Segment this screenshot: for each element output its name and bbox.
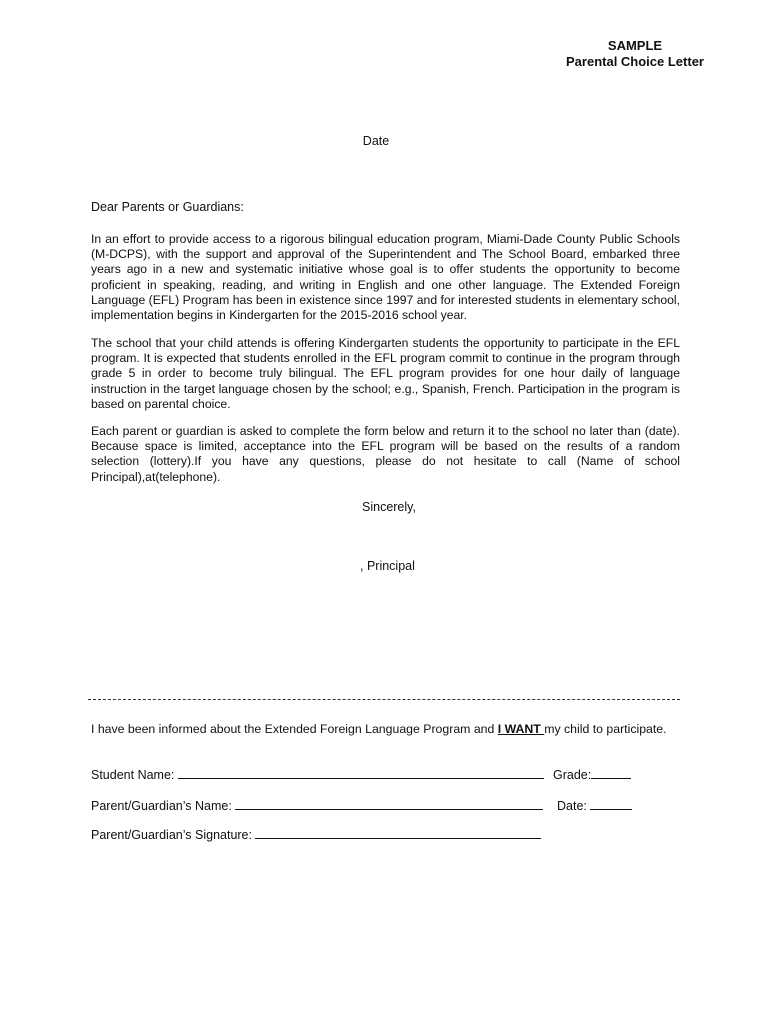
guardian-name-label: Parent/Guardian’s Name:: [91, 799, 232, 813]
student-name-row: [91, 766, 544, 782]
guardian-name-field[interactable]: [235, 797, 543, 810]
consent-statement: [91, 722, 676, 738]
consent-text-start: I have been informed about the Extended Foreign Language Program and: [91, 722, 498, 736]
consent-text-end: my child to participate.: [544, 722, 667, 736]
student-name-label: Student Name:: [91, 768, 175, 782]
grade-label: Grade:: [553, 768, 592, 782]
consent-emphasis: I WANT: [497, 722, 545, 736]
guardian-name-row: [91, 797, 543, 813]
paragraph-instructions: Each parent or guardian is asked to complete the form below and return it to the school no later than (date). Because space is limited, acceptance into the EFL program will be based on the results of a random selection (lottery).If you have any questions, please do not hesitate to call (Name of school Principal),at(telephone).: [91, 424, 680, 484]
principal-signature-line: , Principal: [360, 559, 415, 573]
sample-label: SAMPLE: [607, 38, 663, 53]
date-row: [557, 797, 632, 813]
student-name-field[interactable]: [178, 766, 544, 779]
form-date-label: Date:: [557, 799, 587, 813]
paragraph-program-intro: In an effort to provide access to a rigorous bilingual education program, Miami-Dade County Public Schools (M-DCPS), with the support and approval of the Superintendent and The School Board, embarked three years ago in a new and systematic initiative whose goal is to offer students the opportunity to become proficient in speaking, reading, and writing in English and one other language. The Extended Foreign Language (EFL) Program has been in existence since 1997 and for interested students in elementary school, implementation begins in Kindergarten for the 2015-2016 school year.: [91, 232, 680, 323]
cut-line-divider: [88, 699, 680, 700]
document-header: [566, 38, 704, 70]
paragraph-program-details: The school that your child attends is offering Kindergarten students the opportunity to participate in the EFL program. It is expected that students enrolled in the EFL program commit to continue in the program through grade 5 in order to become truly bilingual. The EFL program provides for one hour daily of language instruction in the target language chosen by the school; e.g., Spanish, French. Participation in the program is based on parental choice.: [91, 336, 680, 411]
guardian-signature-field[interactable]: [255, 826, 541, 839]
date-placeholder: Date: [362, 134, 390, 148]
salutation: Dear Parents or Guardians:: [91, 200, 244, 214]
grade-field[interactable]: [591, 766, 631, 779]
document-title: Parental Choice Letter: [566, 54, 704, 69]
guardian-signature-row: [91, 826, 541, 842]
form-date-field[interactable]: [590, 797, 632, 810]
grade-row: [553, 766, 631, 782]
closing: Sincerely,: [362, 500, 416, 514]
guardian-signature-label: Parent/Guardian’s Signature:: [91, 828, 252, 842]
